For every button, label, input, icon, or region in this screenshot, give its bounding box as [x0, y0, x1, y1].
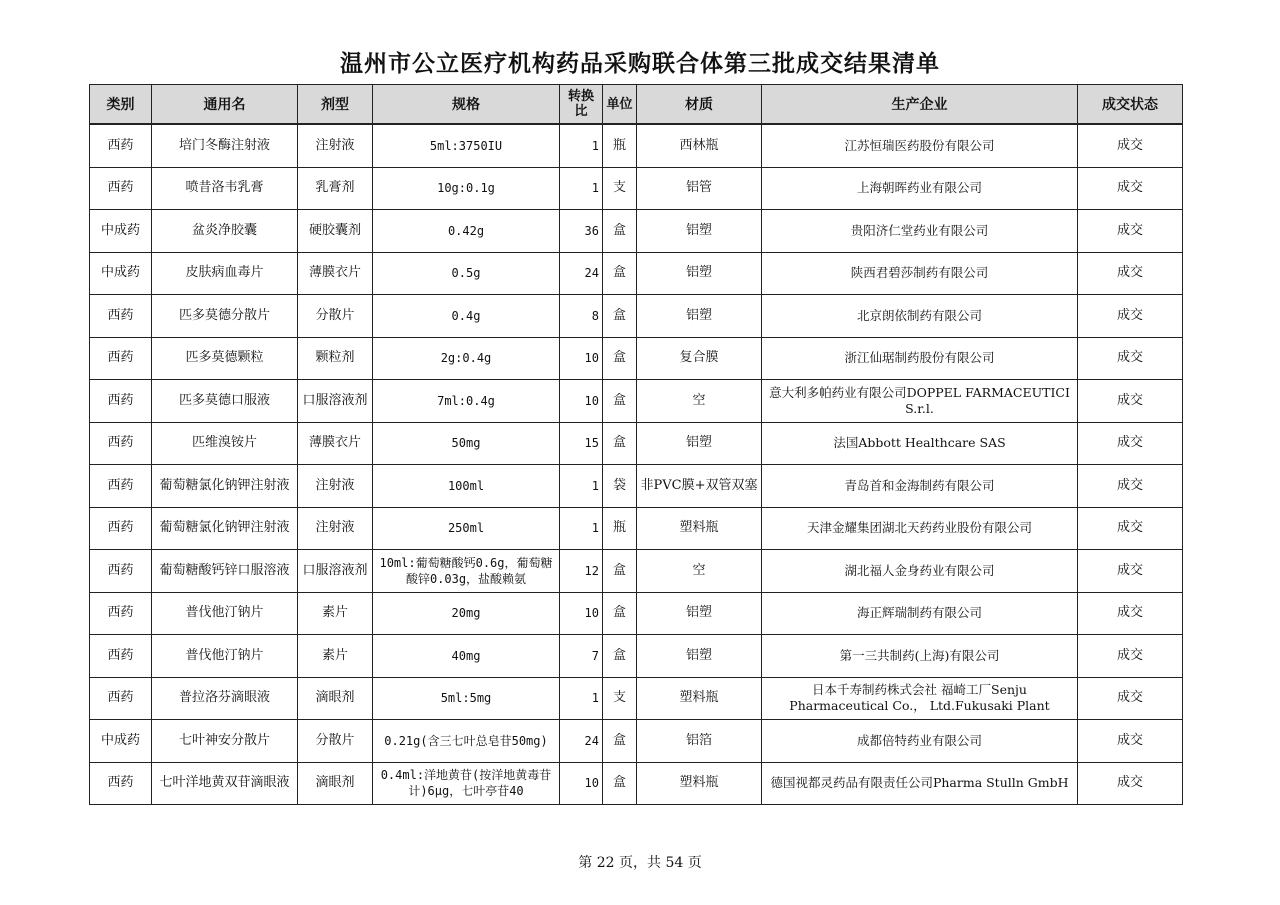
cell-name: 皮肤病血毒片 — [152, 252, 298, 295]
cell-category: 西药 — [90, 124, 152, 167]
cell-ratio: 7 — [560, 635, 603, 678]
cell-category: 西药 — [90, 295, 152, 338]
table-row — [90, 635, 1183, 678]
cell-maker: 青岛首和金海制药有限公司 — [762, 465, 1078, 508]
cell-form: 颗粒剂 — [298, 337, 373, 380]
cell-material: 铝箔 — [637, 720, 762, 763]
cell-ratio: 10 — [560, 762, 603, 805]
col-header-material: 材质 — [637, 85, 762, 125]
table-row — [90, 337, 1183, 380]
cell-category: 西药 — [90, 762, 152, 805]
cell-material: 复合膜 — [637, 337, 762, 380]
cell-category: 西药 — [90, 380, 152, 423]
table-row — [90, 380, 1183, 423]
table-row — [90, 252, 1183, 295]
cell-spec: 250ml — [373, 507, 560, 550]
cell-unit: 盒 — [603, 592, 637, 635]
cell-unit: 袋 — [603, 465, 637, 508]
results-table — [89, 84, 1183, 805]
cell-status: 成交 — [1078, 635, 1183, 678]
cell-spec: 20mg — [373, 592, 560, 635]
cell-material: 空 — [637, 550, 762, 593]
cell-unit: 支 — [603, 677, 637, 720]
table-row — [90, 210, 1183, 253]
cell-ratio: 15 — [560, 422, 603, 465]
col-header-form: 剂型 — [298, 85, 373, 125]
cell-unit: 盒 — [603, 422, 637, 465]
cell-status: 成交 — [1078, 550, 1183, 593]
cell-category: 西药 — [90, 592, 152, 635]
cell-material: 空 — [637, 380, 762, 423]
table-row — [90, 295, 1183, 338]
page-title: 温州市公立医疗机构药品采购联合体第三批成交结果清单 — [340, 51, 940, 77]
cell-form: 素片 — [298, 592, 373, 635]
cell-status: 成交 — [1078, 167, 1183, 210]
cell-status: 成交 — [1078, 592, 1183, 635]
cell-spec: 0.5g — [373, 252, 560, 295]
cell-category: 西药 — [90, 677, 152, 720]
table-row — [90, 592, 1183, 635]
cell-unit: 盒 — [603, 635, 637, 678]
cell-category: 西药 — [90, 337, 152, 380]
cell-ratio: 24 — [560, 252, 603, 295]
cell-status: 成交 — [1078, 337, 1183, 380]
cell-ratio: 1 — [560, 124, 603, 167]
cell-maker: 成都倍特药业有限公司 — [762, 720, 1078, 763]
col-header-spec: 规格 — [373, 85, 560, 125]
cell-form: 注射液 — [298, 465, 373, 508]
cell-ratio: 1 — [560, 507, 603, 550]
cell-spec: 5ml:3750IU — [373, 124, 560, 167]
col-header-name: 通用名 — [152, 85, 298, 125]
cell-category: 西药 — [90, 422, 152, 465]
table-row — [90, 422, 1183, 465]
cell-material: 铝塑 — [637, 422, 762, 465]
table-header-row — [90, 85, 1183, 125]
cell-unit: 盒 — [603, 550, 637, 593]
cell-unit: 瓶 — [603, 507, 637, 550]
cell-spec: 0.4g — [373, 295, 560, 338]
cell-category: 西药 — [90, 635, 152, 678]
cell-status: 成交 — [1078, 720, 1183, 763]
cell-form: 分散片 — [298, 295, 373, 338]
cell-form: 硬胶囊剂 — [298, 210, 373, 253]
cell-name: 匹多莫德口服液 — [152, 380, 298, 423]
cell-name: 匹多莫德分散片 — [152, 295, 298, 338]
cell-category: 西药 — [90, 465, 152, 508]
cell-unit: 盒 — [603, 762, 637, 805]
cell-category: 西药 — [90, 507, 152, 550]
cell-unit: 盒 — [603, 210, 637, 253]
col-header-maker: 生产企业 — [762, 85, 1078, 125]
cell-status: 成交 — [1078, 465, 1183, 508]
cell-unit: 盒 — [603, 252, 637, 295]
cell-material: 铝塑 — [637, 592, 762, 635]
cell-form: 乳膏剂 — [298, 167, 373, 210]
cell-ratio: 8 — [560, 295, 603, 338]
col-header-unit: 单位 — [603, 85, 637, 125]
cell-unit: 盒 — [603, 295, 637, 338]
cell-maker: 陕西君碧莎制药有限公司 — [762, 252, 1078, 295]
cell-spec: 5ml:5mg — [373, 677, 560, 720]
cell-status: 成交 — [1078, 124, 1183, 167]
cell-unit: 支 — [603, 167, 637, 210]
cell-ratio: 1 — [560, 677, 603, 720]
cell-material: 铝塑 — [637, 635, 762, 678]
cell-spec: 0.42g — [373, 210, 560, 253]
table-row — [90, 507, 1183, 550]
cell-form: 素片 — [298, 635, 373, 678]
cell-category: 中成药 — [90, 252, 152, 295]
page-footer: 第 22 页，共 54 页 — [578, 855, 702, 871]
cell-maker: 江苏恒瑞医药股份有限公司 — [762, 124, 1078, 167]
cell-material: 非PVC膜+双管双塞 — [637, 465, 762, 508]
cell-form: 分散片 — [298, 720, 373, 763]
table-row — [90, 762, 1183, 805]
cell-ratio: 10 — [560, 380, 603, 423]
cell-name: 七叶洋地黄双苷滴眼液 — [152, 762, 298, 805]
col-header-ratio: 转换比 — [560, 85, 603, 125]
cell-ratio: 1 — [560, 167, 603, 210]
cell-maker: 意大利多帕药业有限公司DOPPEL FARMACEUTICI S.r.l. — [762, 380, 1078, 423]
cell-name: 普伐他汀钠片 — [152, 635, 298, 678]
cell-ratio: 24 — [560, 720, 603, 763]
cell-maker: 上海朝晖药业有限公司 — [762, 167, 1078, 210]
cell-material: 铝塑 — [637, 210, 762, 253]
cell-maker: 天津金耀集团湖北天药药业股份有限公司 — [762, 507, 1078, 550]
cell-material: 铝塑 — [637, 252, 762, 295]
cell-name: 培门冬酶注射液 — [152, 124, 298, 167]
cell-unit: 盒 — [603, 720, 637, 763]
cell-material: 西林瓶 — [637, 124, 762, 167]
cell-status: 成交 — [1078, 252, 1183, 295]
cell-form: 注射液 — [298, 507, 373, 550]
cell-ratio: 10 — [560, 337, 603, 380]
cell-form: 薄膜衣片 — [298, 422, 373, 465]
cell-spec: 50mg — [373, 422, 560, 465]
cell-material: 塑料瓶 — [637, 762, 762, 805]
table-body — [90, 124, 1183, 805]
cell-status: 成交 — [1078, 677, 1183, 720]
cell-material: 铝管 — [637, 167, 762, 210]
cell-maker: 第一三共制药(上海)有限公司 — [762, 635, 1078, 678]
cell-category: 西药 — [90, 167, 152, 210]
table-row — [90, 465, 1183, 508]
cell-form: 薄膜衣片 — [298, 252, 373, 295]
cell-name: 葡萄糖酸钙锌口服溶液 — [152, 550, 298, 593]
cell-form: 口服溶液剂 — [298, 380, 373, 423]
cell-spec: 0.21g(含三七叶总皂苷50mg) — [373, 720, 560, 763]
cell-status: 成交 — [1078, 507, 1183, 550]
cell-maker: 海正辉瑞制药有限公司 — [762, 592, 1078, 635]
cell-name: 匹多莫德颗粒 — [152, 337, 298, 380]
cell-name: 盆炎净胶囊 — [152, 210, 298, 253]
cell-name: 匹维溴铵片 — [152, 422, 298, 465]
col-header-status: 成交状态 — [1078, 85, 1183, 125]
cell-maker: 日本千寿制药株式会社 福崎工厂Senju Pharmaceutical Co.， Ltd.Fukusaki Plant — [762, 677, 1078, 720]
cell-spec: 2g:0.4g — [373, 337, 560, 380]
cell-name: 普伐他汀钠片 — [152, 592, 298, 635]
cell-material: 塑料瓶 — [637, 507, 762, 550]
cell-name: 喷昔洛韦乳膏 — [152, 167, 298, 210]
cell-name: 葡萄糖氯化钠钾注射液 — [152, 465, 298, 508]
cell-spec: 10g:0.1g — [373, 167, 560, 210]
cell-ratio: 10 — [560, 592, 603, 635]
cell-maker: 法国Abbott Healthcare SAS — [762, 422, 1078, 465]
table-row — [90, 167, 1183, 210]
table-row — [90, 550, 1183, 593]
cell-maker: 北京朗依制药有限公司 — [762, 295, 1078, 338]
col-header-category: 类别 — [90, 85, 152, 125]
cell-name: 葡萄糖氯化钠钾注射液 — [152, 507, 298, 550]
cell-spec: 0.4ml:洋地黄苷(按洋地黄毒苷计)6μg，七叶亭苷40 — [373, 762, 560, 805]
table-row — [90, 720, 1183, 763]
cell-unit: 盒 — [603, 337, 637, 380]
cell-spec: 10ml:葡萄糖酸钙0.6g，葡萄糖酸锌0.03g，盐酸赖氨 — [373, 550, 560, 593]
cell-spec: 100ml — [373, 465, 560, 508]
cell-form: 滴眼剂 — [298, 677, 373, 720]
cell-maker: 贵阳济仁堂药业有限公司 — [762, 210, 1078, 253]
cell-ratio: 36 — [560, 210, 603, 253]
cell-status: 成交 — [1078, 422, 1183, 465]
cell-spec: 40mg — [373, 635, 560, 678]
cell-ratio: 12 — [560, 550, 603, 593]
cell-ratio: 1 — [560, 465, 603, 508]
cell-maker: 德国视都灵药品有限责任公司Pharma Stulln GmbH — [762, 762, 1078, 805]
cell-status: 成交 — [1078, 210, 1183, 253]
cell-name: 普拉洛芬滴眼液 — [152, 677, 298, 720]
cell-unit: 盒 — [603, 380, 637, 423]
table-row — [90, 677, 1183, 720]
cell-form: 注射液 — [298, 124, 373, 167]
cell-maker: 浙江仙琚制药股份有限公司 — [762, 337, 1078, 380]
cell-material: 塑料瓶 — [637, 677, 762, 720]
cell-maker: 湖北福人金身药业有限公司 — [762, 550, 1078, 593]
table-row — [90, 124, 1183, 167]
cell-status: 成交 — [1078, 380, 1183, 423]
cell-form: 口服溶液剂 — [298, 550, 373, 593]
cell-name: 七叶神安分散片 — [152, 720, 298, 763]
cell-spec: 7ml:0.4g — [373, 380, 560, 423]
cell-category: 西药 — [90, 550, 152, 593]
cell-unit: 瓶 — [603, 124, 637, 167]
cell-material: 铝塑 — [637, 295, 762, 338]
cell-category: 中成药 — [90, 720, 152, 763]
cell-form: 滴眼剂 — [298, 762, 373, 805]
cell-status: 成交 — [1078, 762, 1183, 805]
cell-category: 中成药 — [90, 210, 152, 253]
cell-status: 成交 — [1078, 295, 1183, 338]
